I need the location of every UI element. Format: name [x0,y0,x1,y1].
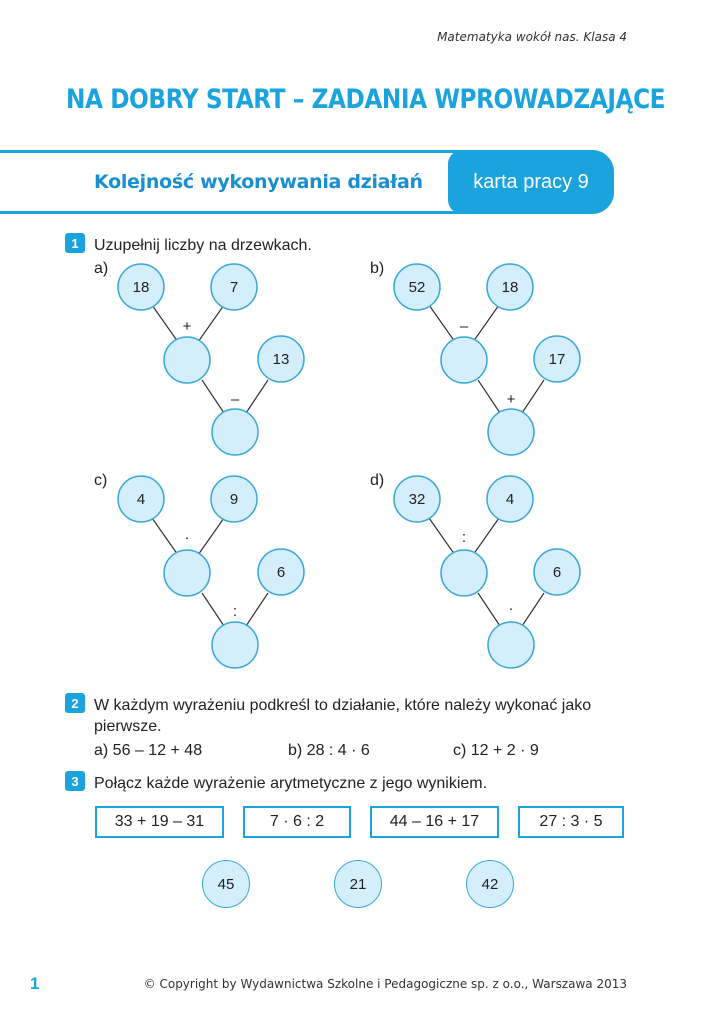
tree-d-top-left-value: 32 [408,491,426,508]
tree-d-middle-circle [441,550,487,596]
tree-c-middle-circle [164,550,210,596]
tree-c-side-value: 6 [276,564,286,581]
tree-d-top-right-value: 4 [505,491,515,508]
task-1-instruction: Uzupełnij liczby na drzewkach. [94,237,312,254]
tree-d-side-value: 6 [552,564,562,581]
tree-a-bottom-circle [212,409,258,455]
task-2-instruction-line2: pierwsze. [94,718,162,735]
tree-d-bottom-circle [488,622,534,668]
banner-card-label: karta pracy 9 [473,170,589,193]
tree-c-top-right-value: 9 [229,491,239,508]
tree-d-op2: · [508,600,514,617]
banner-topic: Kolejność wykonywania działań [94,171,423,193]
expression-box-4[interactable]: 27 : 3 · 5 [518,806,624,838]
tree-a-top-left-value: 18 [132,279,150,296]
tree-b-top-left-value: 52 [408,279,426,296]
expression-box-1[interactable]: 33 + 19 – 31 [95,806,224,838]
series-header: Matematyka wokół nas. Klasa 4 [437,30,627,44]
tree-c-op2: : [232,603,238,620]
tree-a-op1: + [182,318,192,335]
tree-b-top-right-value: 18 [501,279,519,296]
tree-a-middle-circle [164,337,210,383]
tree-c-bottom-circle [212,622,258,668]
task-2-instruction-line1: W każdym wyrażeniu podkreśl to działanie, które należy wykonać jako [94,697,592,714]
page-number: 1 [30,974,40,993]
tree-a-top-right-value: 7 [229,279,239,296]
tree-b-label: b) [370,260,385,277]
tree-d-label: d) [370,472,385,489]
page-title: NA DOBRY START – ZADANIA WPROWADZAJĄCE [66,84,666,115]
task-3-number: 3 [65,771,85,791]
tree-b-op1: – [459,318,469,335]
expression-box-3[interactable]: 44 – 16 + 17 [370,806,499,838]
task-3-instruction: Połącz każde wyrażenie arytmetyczne z jego wynikiem. [94,775,488,792]
tree-a-side-value: 13 [272,351,290,368]
tree-d-op1: : [461,529,467,546]
tree-b-op2: + [506,391,516,408]
tree-c-op1: · [184,529,190,546]
task-2-expression-b[interactable]: b) 28 : 4 · 6 [288,742,370,759]
tree-c-top-left-value: 4 [136,491,146,508]
result-circle-3[interactable]: 42 [466,860,514,908]
task-2-number: 2 [65,693,85,713]
tree-a-label: a) [94,260,109,277]
tree-a-op2: – [230,391,240,408]
task-2-expression-c[interactable]: c) 12 + 2 · 9 [453,742,539,759]
copyright-notice: © Copyright by Wydawnictwa Szkolne i Pedagogiczne sp. z o.o., Warszawa 2013 [143,977,627,991]
result-circle-2[interactable]: 21 [334,860,382,908]
task-2-expression-a[interactable]: a) 56 – 12 + 48 [94,742,203,759]
result-circle-1[interactable]: 45 [202,860,250,908]
tree-c-label: c) [94,472,108,489]
expression-box-2[interactable]: 7 · 6 : 2 [243,806,351,838]
tree-b-bottom-circle [488,409,534,455]
task-1-number: 1 [65,233,85,253]
tree-b-middle-circle [441,337,487,383]
tree-b-side-value: 17 [548,351,566,368]
